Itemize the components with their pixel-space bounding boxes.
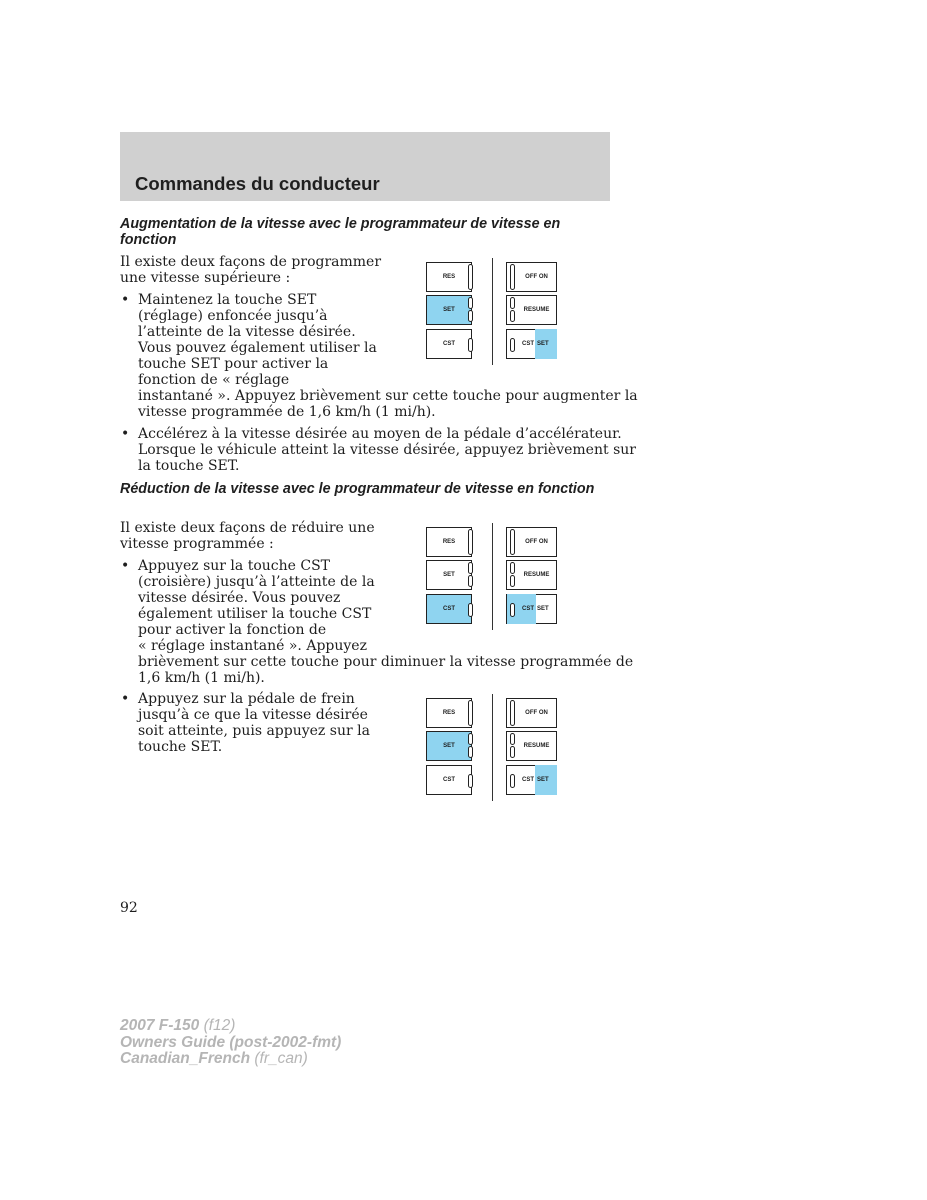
notch [510,529,515,555]
footer-model: 2007 F-150 [120,1017,200,1034]
footer-language-code: (fr_can) [254,1050,308,1067]
res-button: RES [426,262,472,292]
off-on-button: OFF ON [506,698,557,728]
bullet-line: la touche SET. [138,458,240,474]
bullet-line: soit atteinte, puis appuyez sur la [138,723,370,739]
intro-line: vitesse programmée : [120,536,274,552]
notch [510,338,515,352]
bullet-line: Appuyez sur la touche CST [138,558,330,574]
resume-button: RESUME [506,731,557,761]
divider [492,258,493,365]
cst-button: CST [426,765,472,795]
notch [468,575,473,587]
notch [468,310,473,322]
bullet-line: fonction de « réglage [138,372,290,388]
bullet-line: brièvement sur cette touche pour diminuer la vitesse programmée de [138,654,634,670]
cst-button: CST [426,594,472,624]
set-label: SET [537,777,549,783]
notch [510,297,515,309]
res-button: RES [426,698,472,728]
set-label: SET [537,341,549,347]
bullet-marker: • [121,292,130,308]
notch [468,774,473,788]
bullet-line: l’atteinte de la vitesse désirée. [138,324,356,340]
cst-label: CST [522,341,534,347]
footer-guide: Owners Guide (post-2002-fmt) [120,1033,342,1051]
footer-language: Canadian_French [120,1050,251,1067]
notch [468,562,473,574]
footer [120,1018,341,1068]
notch [468,529,473,555]
notch [468,297,473,309]
set-button: SET [426,295,472,325]
bullet-line: Accélérez à la vitesse désirée au moyen de la pédale d’accélérateur. [138,426,622,442]
section-heading-increase: Augmentation de la vitesse avec le programmateur de vitesse en fonction [120,216,561,248]
bullet-line: Lorsque le véhicule atteint la vitesse désirée, appuyez brièvement sur [138,442,636,458]
bullet-line: également utiliser la touche CST [138,606,372,622]
cruise-control-diagram-set [426,262,558,400]
notch [510,774,515,788]
intro-line: une vitesse supérieure : [120,270,291,286]
bullet-line: 1,6 km/h (1 mi/h). [138,670,265,686]
bullet-line: Vous pouvez également utiliser la [138,340,377,356]
notch [510,603,515,617]
off-on-button: OFF ON [506,527,557,557]
notch [468,264,473,290]
set-button: SET [426,560,472,590]
bullet-line: Maintenez la touche SET [138,292,317,308]
cst-label: CST [522,777,534,783]
set-label: SET [537,606,549,612]
section-heading-decrease: Réduction de la vitesse avec le programmateur de vitesse en fonction [120,481,595,497]
resume-button: RESUME [506,560,557,590]
notch [510,733,515,745]
divider [492,694,493,801]
off-on-button: OFF ON [506,262,557,292]
notch [510,562,515,574]
cst-label: CST [522,606,534,612]
bullet-line: touche SET. [138,739,223,755]
bullet-line: « réglage instantané ». Appuyez [138,638,367,654]
notch [510,310,515,322]
notch [468,700,473,726]
bullet-line: (réglage) enfoncée jusqu’à [138,308,328,324]
bullet-marker: • [121,426,130,442]
divider [492,523,493,630]
page-number: 92 [120,900,138,916]
notch [468,603,473,617]
bullet-line: pour activer la fonction de [138,622,327,638]
notch [510,575,515,587]
bullet-line: Appuyez sur la pédale de frein [138,691,355,707]
notch [510,746,515,758]
bullet-marker: • [121,558,130,574]
bullet-line: jusqu’à ce que la vitesse désirée [138,707,368,723]
intro-line: Il existe deux façons de réduire une [120,520,375,536]
bullet-line: (croisière) jusqu’à l’atteinte de la [138,574,375,590]
bullet-line: touche SET pour activer la [138,356,329,372]
resume-button: RESUME [506,295,557,325]
res-button: RES [426,527,472,557]
notch [468,733,473,745]
cruise-control-diagram-cst [426,527,558,665]
cruise-control-diagram-brake-set [426,698,558,836]
bullet-marker: • [121,691,130,707]
notch [468,338,473,352]
bullet-line: vitesse programmée de 1,6 km/h (1 mi/h). [138,404,436,420]
header-band [120,132,610,201]
notch [510,264,515,290]
notch [510,700,515,726]
notch [468,746,473,758]
intro-line: Il existe deux façons de programmer [120,254,382,270]
page-title: Commandes du conducteur [135,173,380,194]
set-button: SET [426,731,472,761]
bullet-line: instantané ». Appuyez brièvement sur cette touche pour augmenter la [138,388,638,404]
bullet-line: vitesse désirée. Vous pouvez [138,590,341,606]
footer-model-code: (f12) [203,1017,236,1034]
cst-button: CST [426,329,472,359]
